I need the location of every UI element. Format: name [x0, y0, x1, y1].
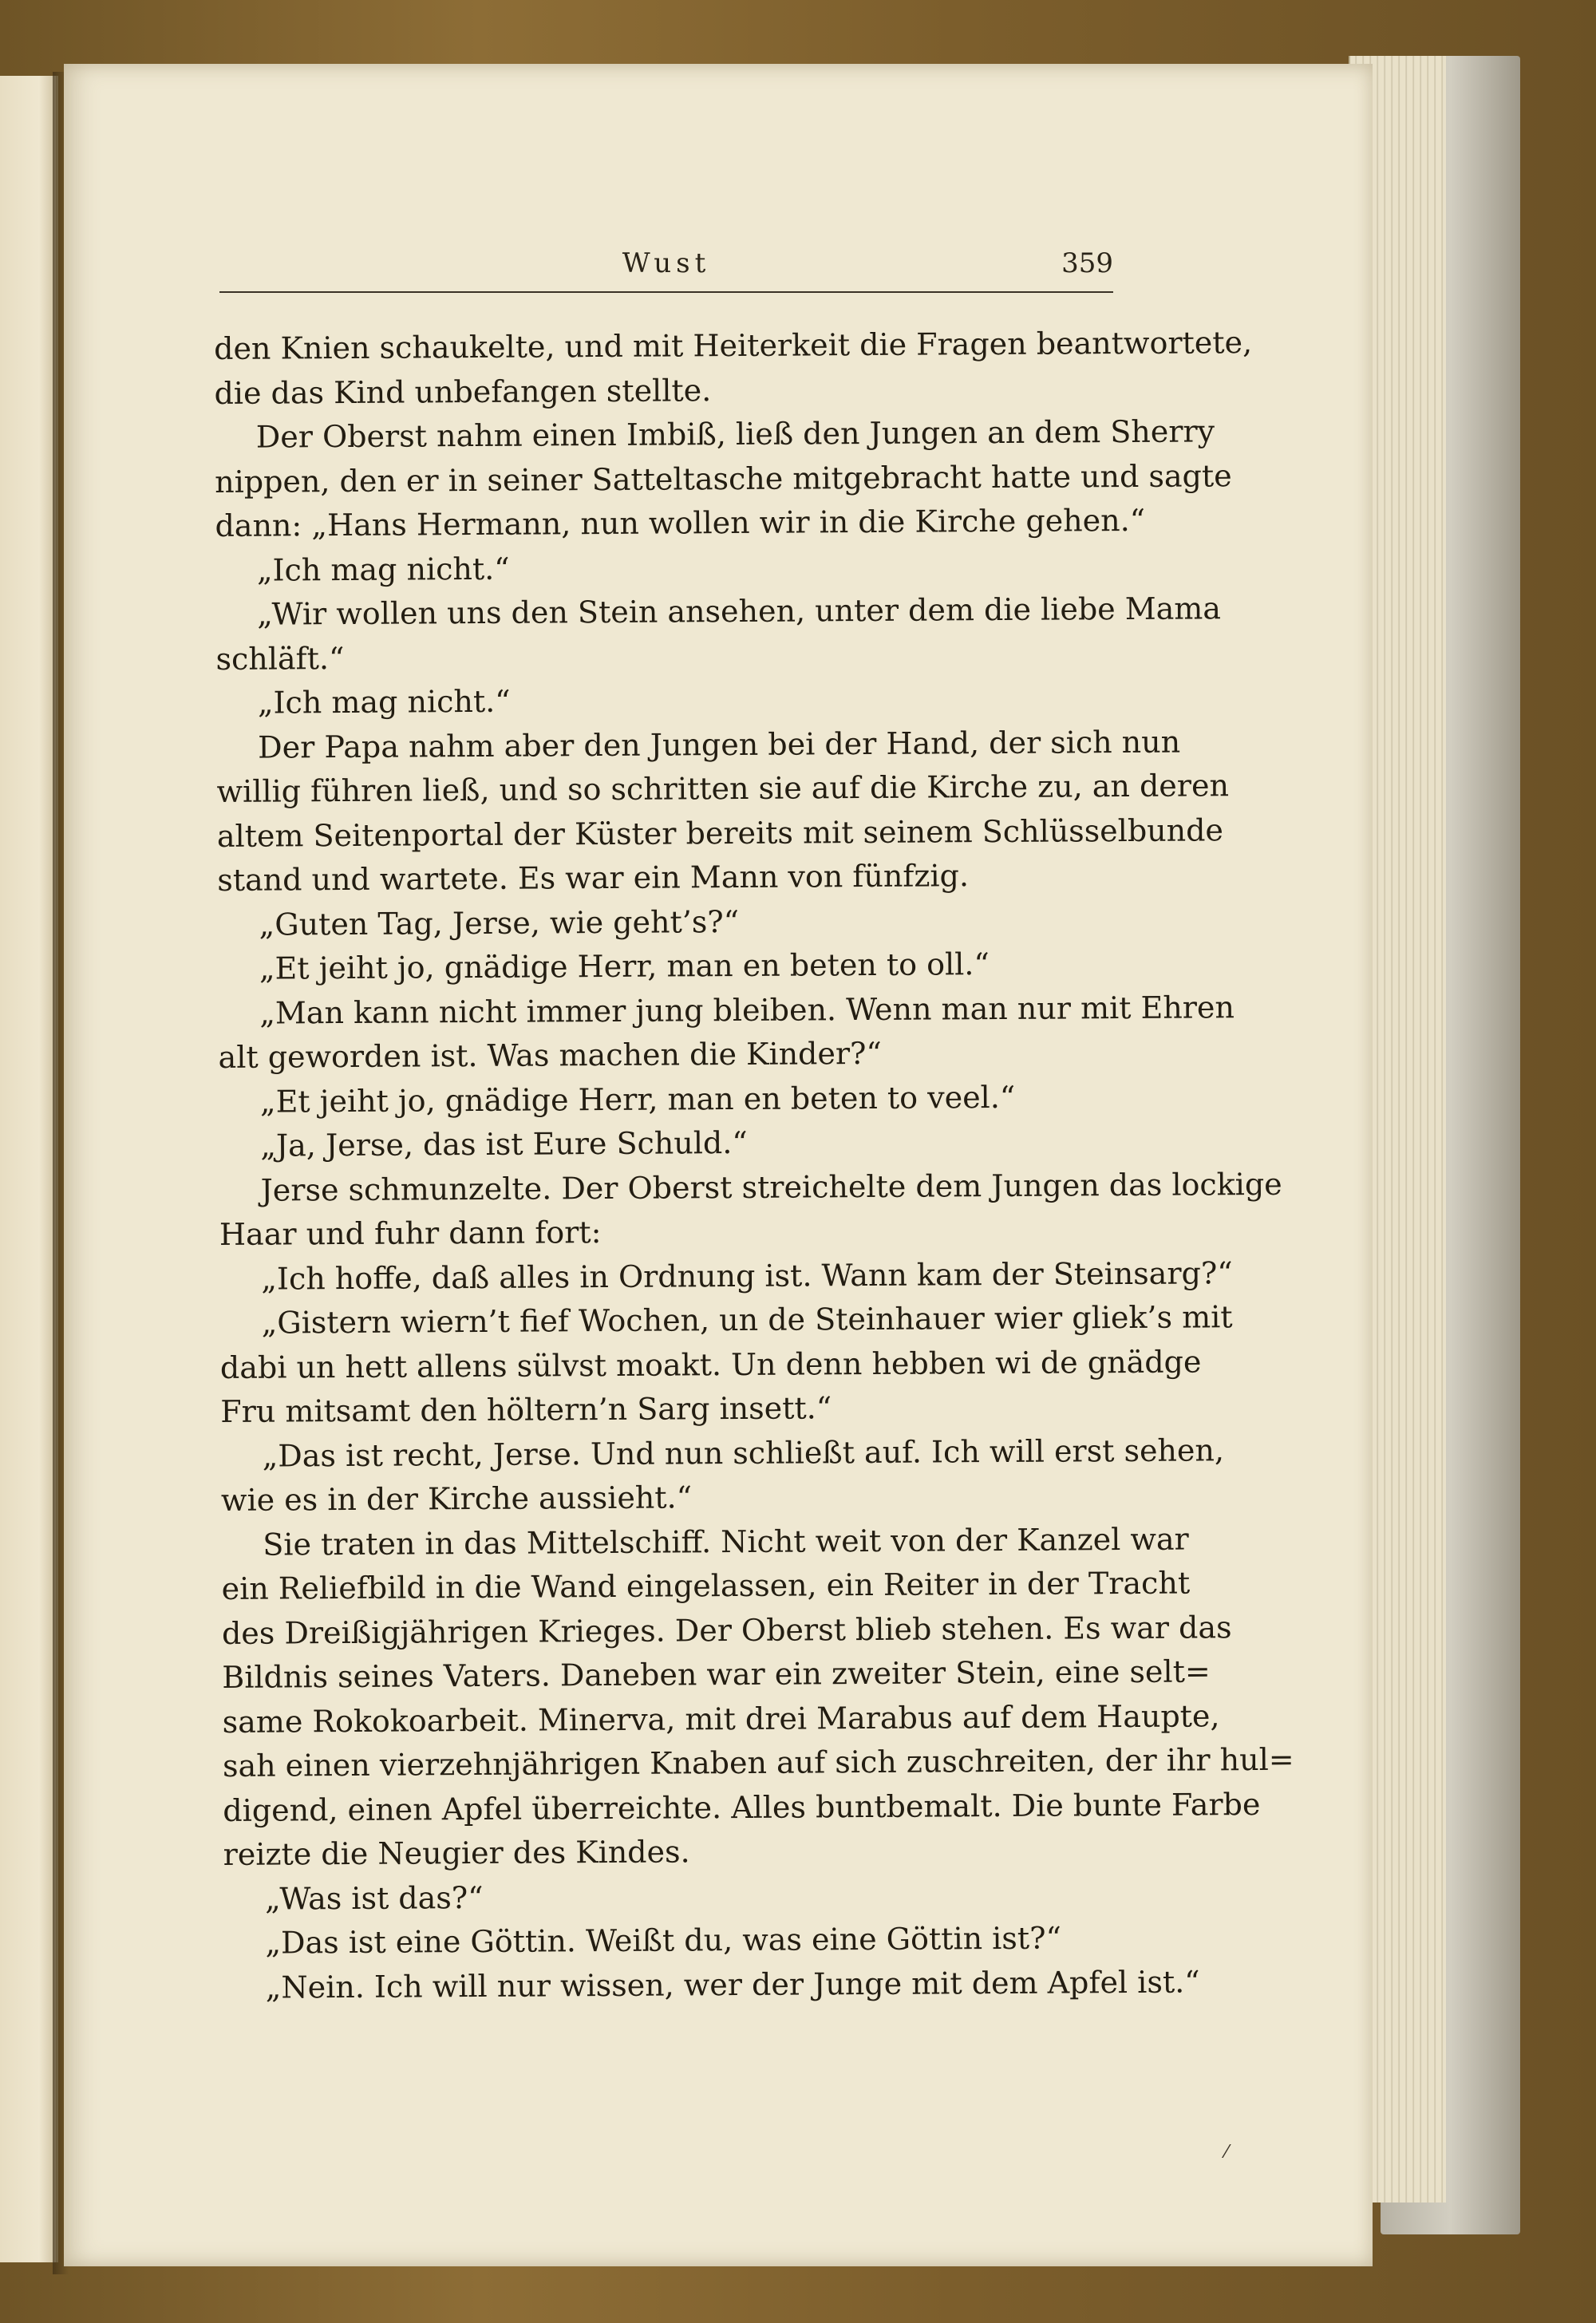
- text-line: alt geworden ist. Was machen die Kinder?“: [218, 1035, 883, 1075]
- text-line: „Das ist recht, Jerse. Und nun schließt auf. Ich will erst sehen,: [262, 1432, 1225, 1474]
- text-line: Bildnis seines Vaters. Daneben war ein zweiter Stein, eine selt=: [222, 1653, 1211, 1695]
- text-line: „Das ist eine Göttin. Weißt du, was eine Göttin ist?“: [265, 1920, 1062, 1961]
- text-line: „Gistern wiern’t fief Wochen, un de Steinhauer wier gliek’s mit: [261, 1299, 1233, 1341]
- text-line: „Nein. Ich will nur wissen, wer der Junge mit dem Apfel ist.“: [265, 1963, 1200, 2005]
- text-line: ein Reliefbild in die Wand eingelassen, ein Reiter in der Tracht: [221, 1565, 1191, 1606]
- facing-page-edge: [0, 76, 58, 2262]
- text-line: „Ich mag nicht.“: [256, 551, 510, 588]
- running-title: Wust: [622, 247, 711, 279]
- text-line: Jerse schmunzelte. Der Oberst streichelte dem Jungen das lockige: [260, 1166, 1282, 1208]
- text-line: des Dreißigjährigen Krieges. Der Oberst blieb stehen. Es war das: [221, 1609, 1232, 1651]
- text-line: den Knien schaukelte, und mit Heiterkeit die Fragen beantwortete,: [214, 325, 1253, 366]
- text-line: dabi un hett allens sülvst moakt. Un denn hebben wi de gnädge: [219, 1343, 1202, 1385]
- running-header: [219, 247, 1113, 287]
- page-number: 359: [1061, 247, 1113, 279]
- text-line: Der Papa nahm aber den Jungen bei der Hand, der sich nun: [258, 724, 1181, 765]
- text-line: stand und wartete. Es war ein Mann von fünfzig.: [217, 858, 970, 898]
- header-rule: [219, 291, 1113, 293]
- pencil-mark: ⁄: [1225, 2143, 1228, 2163]
- text-line: „Man kann nicht immer jung bleiben. Wenn man nur mit Ehren: [259, 989, 1235, 1031]
- text-line: „Ja, Jerse, das ist Eure Schuld.“: [260, 1124, 748, 1163]
- text-line: „Ich mag nicht.“: [257, 683, 511, 721]
- text-line: willig führen ließ, und so schritten sie auf die Kirche zu, an deren: [216, 768, 1230, 809]
- text-line: „Was ist das?“: [264, 1879, 484, 1917]
- text-line: wie es in der Kirche aussieht.“: [220, 1480, 693, 1518]
- text-line: reizte die Neugier des Kindes.: [223, 1834, 690, 1872]
- text-line: Haar und fuhr dann fort:: [219, 1215, 602, 1252]
- text-line: schläft.“: [215, 640, 345, 677]
- text-line: Fru mitsamt den höltern’n Sarg insett.“: [220, 1390, 832, 1429]
- text-line: sah einen vierzehnjährigen Knaben auf sich zuschreiten, der ihr hul=: [222, 1741, 1294, 1784]
- text-line: digend, einen Apfel überreichte. Alles buntbemalt. Die bunte Farbe: [223, 1786, 1261, 1828]
- text-line: die das Kind unbefangen stellte.: [214, 372, 712, 411]
- text-line: „Ich hoffe, daß alles in Ordnung ist. Wann kam der Steinsarg?“: [261, 1254, 1233, 1297]
- text-line: Der Oberst nahm einen Imbiß, ließ den Jungen an dem Sherry: [255, 413, 1215, 455]
- text-line: „Et jeiht jo, gnädige Herr, man en beten to oll.“: [259, 946, 990, 986]
- text-line: dann: „Hans Hermann, nun wollen wir in die Kirche gehen.“: [215, 502, 1146, 543]
- text-line: nippen, den er in seiner Satteltasche mitgebracht hatte und sagte: [215, 457, 1232, 500]
- text-line: same Rokokoarbeit. Minerva, mit drei Marabus auf dem Haupte,: [222, 1697, 1220, 1740]
- text-line: „Wir wollen uns den Stein ansehen, unter dem die liebe Mama: [257, 591, 1222, 632]
- text-line: „Et jeiht jo, gnädige Herr, man en beten to veel.“: [259, 1079, 1016, 1120]
- text-line: Sie traten in das Mittelschiff. Nicht weit von der Kanzel war: [263, 1521, 1189, 1562]
- text-line: „Guten Tag, Jerse, wie geht’s?“: [259, 903, 740, 942]
- text-line: altem Seitenportal der Küster bereits mit seinem Schlüsselbunde: [216, 812, 1224, 854]
- body-text: [214, 322, 1294, 2010]
